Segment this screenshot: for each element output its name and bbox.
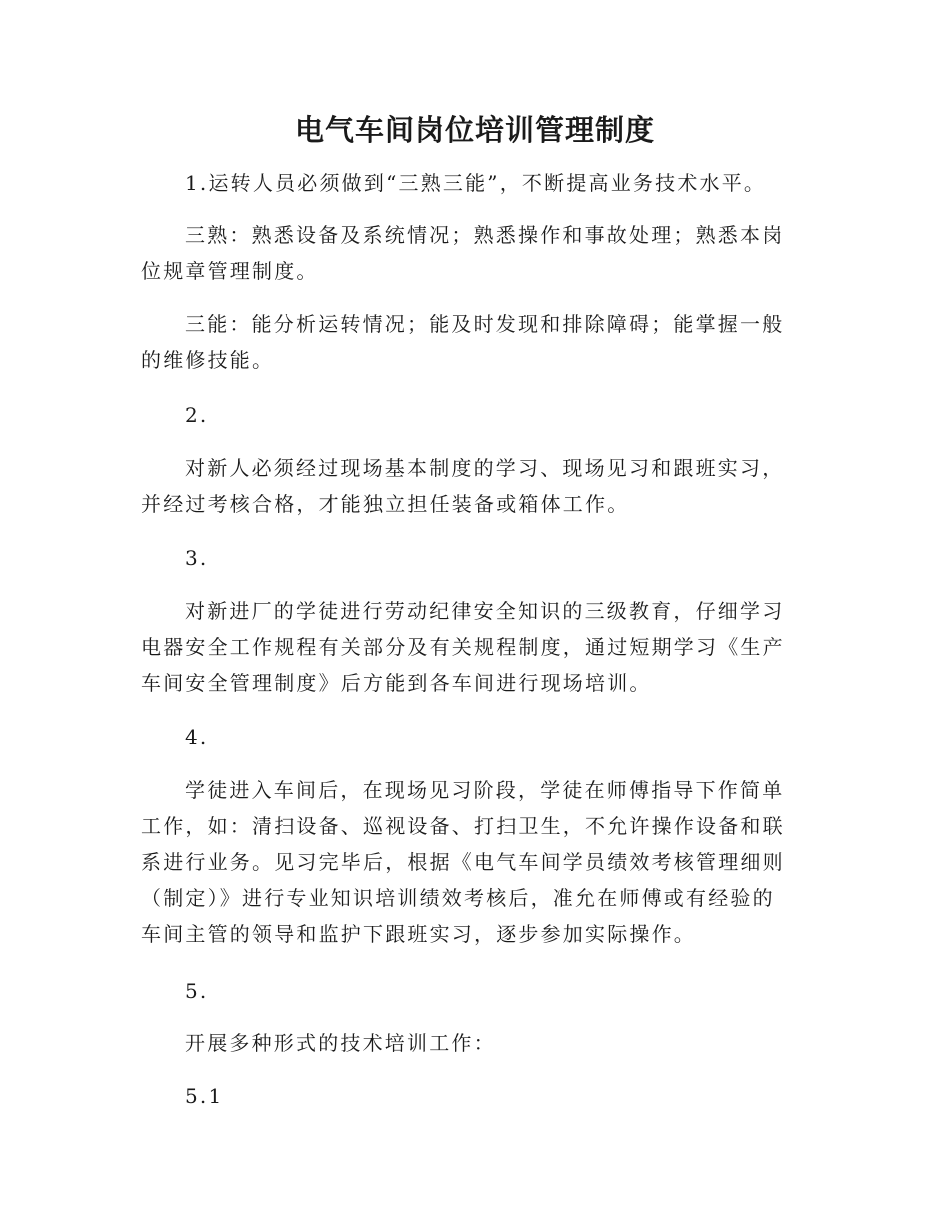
- paragraph-3: 三能：能分析运转情况；能及时发现和排除障碍；能掌握一般的维修技能。: [141, 312, 785, 372]
- paragraph-10: 5.: [185, 979, 209, 1003]
- paragraph-8: 4.: [185, 725, 209, 749]
- paragraph-12: 5.1: [185, 1084, 224, 1108]
- paragraph-5: 对新人必须经过现场基本制度的学习、现场见习和跟班实习，并经过考核合格，才能独立担任装备或箱体工作。: [141, 456, 785, 516]
- paragraph-11: 开展多种形式的技术培训工作：: [185, 1031, 496, 1055]
- paragraph-1: 1.运转人员必须做到“三熟三能”，不断提高业务技术水平。: [185, 171, 767, 195]
- paragraph-9: 学徒进入车间后，在现场见习阶段，学徒在师傅指导下作简单工作，如：清扫设备、巡视设备、打扫卫生，不允许操作设备和联系进行业务。见习完毕后，根据《电气车间学员绩效考核管理细则（制定）》进行专业知识培训绩效考核后，准允在师傅或有经验的车间主管的领导和监护下跟班实习，逐步参加实际操作。: [141, 778, 785, 946]
- paragraph-2: 三熟：熟悉设备及系统情况；熟悉操作和事故处理；熟悉本岗位规章管理制度。: [141, 223, 785, 283]
- document-title: 电气车间岗位培训管理制度: [294, 113, 655, 147]
- paragraph-4: 2.: [185, 403, 209, 427]
- paragraph-7: 对新进厂的学徒进行劳动纪律安全知识的三级教育，仔细学习电器安全工作规程有关部分及有关规程制度，通过短期学习《生产车间安全管理制度》后方能到各车间进行现场培训。: [141, 599, 785, 695]
- paragraph-6: 3.: [185, 546, 209, 570]
